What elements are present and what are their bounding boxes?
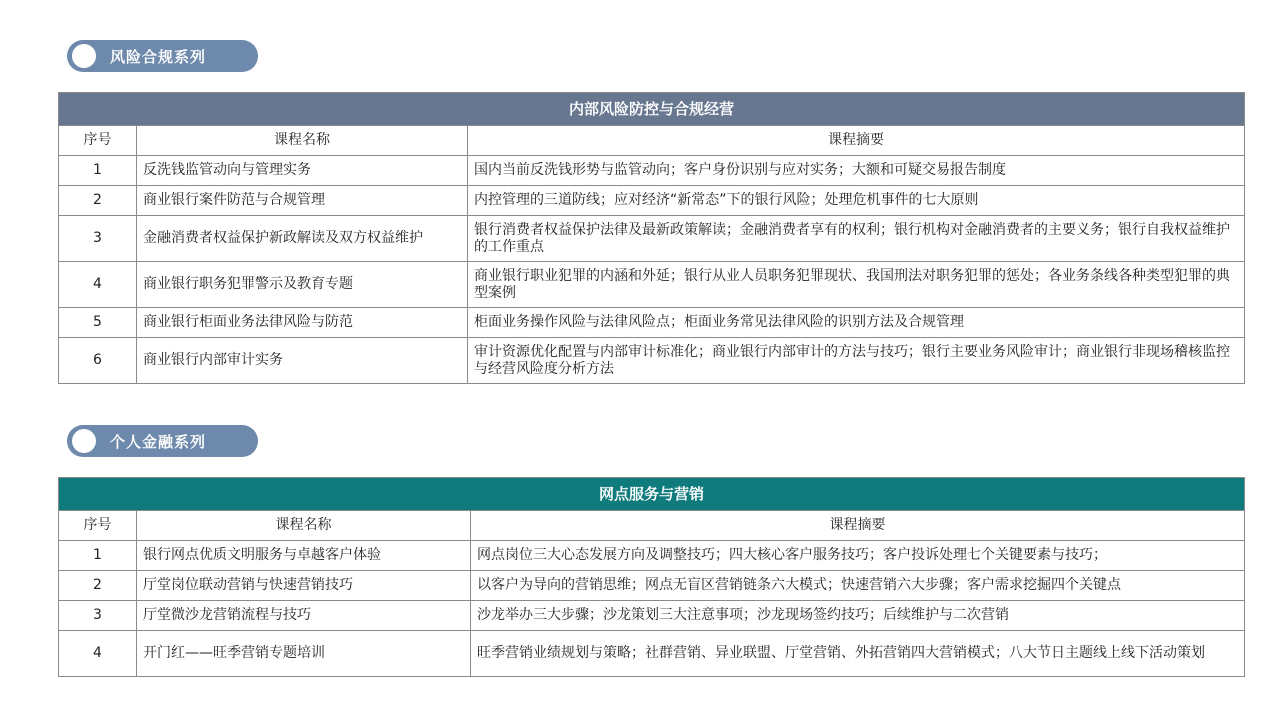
course-summary: 以客户为导向的营销思维；网点无盲区营销链条六大模式；快速营销六大步骤；客户需求挖掘四个关键点: [471, 571, 1245, 601]
course-summary: 审计资源优化配置与内部审计标准化；商业银行内部审计的方法与技巧；银行主要业务风险审计；商业银行非现场稽核监控与经营风险度分析方法: [468, 338, 1245, 384]
course-summary: 内控管理的三道防线；应对经济“新常态”下的银行风险；处理危机事件的七大原则: [468, 186, 1245, 216]
row-num: 3: [59, 216, 137, 262]
table-row: [59, 262, 1245, 308]
table-row: [59, 571, 1245, 601]
course-summary: 旺季营销业绩规划与策略；社群营销、异业联盟、厅堂营销、外拓营销四大营销模式；八大节日主题线上线下活动策划: [471, 631, 1245, 677]
course-name: 商业银行柜面业务法律风险与防范: [137, 308, 468, 338]
course-name: 商业银行内部审计实务: [137, 338, 468, 384]
course-name: 厅堂岗位联动营销与快速营销技巧: [137, 571, 471, 601]
row-num: 2: [59, 186, 137, 216]
course-name: 开门红——旺季营销专题培训: [137, 631, 471, 677]
section-pill-label: 个人金融系列: [110, 432, 207, 451]
section-pill-risk-compliance: [67, 40, 258, 72]
table-row: [59, 156, 1245, 186]
row-num: 6: [59, 338, 137, 384]
bullet-circle-icon: [72, 44, 96, 68]
column-header-summary: 课程摘要: [468, 126, 1245, 156]
row-num: 1: [59, 156, 137, 186]
column-header-num: 序号: [59, 126, 137, 156]
table-row: [59, 308, 1245, 338]
course-name: 商业银行案件防范与合规管理: [137, 186, 468, 216]
table-title: 内部风险防控与合规经营: [59, 93, 1245, 126]
column-header-name: 课程名称: [137, 126, 468, 156]
table-title: 网点服务与营销: [59, 478, 1245, 511]
course-table-risk-compliance: [58, 92, 1245, 384]
section-pill-personal-finance: [67, 425, 258, 457]
row-num: 2: [59, 571, 137, 601]
course-summary: 银行消费者权益保护法律及最新政策解读；金融消费者享有的权利；银行机构对金融消费者的主要义务；银行自我权益维护的工作重点: [468, 216, 1245, 262]
row-num: 4: [59, 631, 137, 677]
row-num: 3: [59, 601, 137, 631]
course-summary: 商业银行职业犯罪的内涵和外延；银行从业人员职务犯罪现状、我国刑法对职务犯罪的惩处；各业务条线各种类型犯罪的典型案例: [468, 262, 1245, 308]
course-summary: 沙龙举办三大步骤；沙龙策划三大注意事项；沙龙现场签约技巧；后续维护与二次营销: [471, 601, 1245, 631]
row-num: 1: [59, 541, 137, 571]
table-row: [59, 186, 1245, 216]
table-row: [59, 631, 1245, 677]
course-summary: 柜面业务操作风险与法律风险点；柜面业务常见法律风险的识别方法及合规管理: [468, 308, 1245, 338]
column-header-summary: 课程摘要: [471, 511, 1245, 541]
column-header-name: 课程名称: [137, 511, 471, 541]
course-summary: 国内当前反洗钱形势与监管动向；客户身份识别与应对实务；大额和可疑交易报告制度: [468, 156, 1245, 186]
course-name: 银行网点优质文明服务与卓越客户体验: [137, 541, 471, 571]
section-pill-label: 风险合规系列: [110, 47, 207, 66]
bullet-circle-icon: [72, 429, 96, 453]
row-num: 5: [59, 308, 137, 338]
course-name: 金融消费者权益保护新政解读及双方权益维护: [137, 216, 468, 262]
table-row: [59, 601, 1245, 631]
course-name: 商业银行职务犯罪警示及教育专题: [137, 262, 468, 308]
table-row: [59, 338, 1245, 384]
course-name: 反洗钱监管动向与管理实务: [137, 156, 468, 186]
table-row: [59, 216, 1245, 262]
row-num: 4: [59, 262, 137, 308]
course-name: 厅堂微沙龙营销流程与技巧: [137, 601, 471, 631]
column-header-num: 序号: [59, 511, 137, 541]
table-row: [59, 541, 1245, 571]
course-summary: 网点岗位三大心态发展方向及调整技巧；四大核心客户服务技巧；客户投诉处理七个关键要素与技巧；: [471, 541, 1245, 571]
course-table-branch-service: [58, 477, 1245, 677]
